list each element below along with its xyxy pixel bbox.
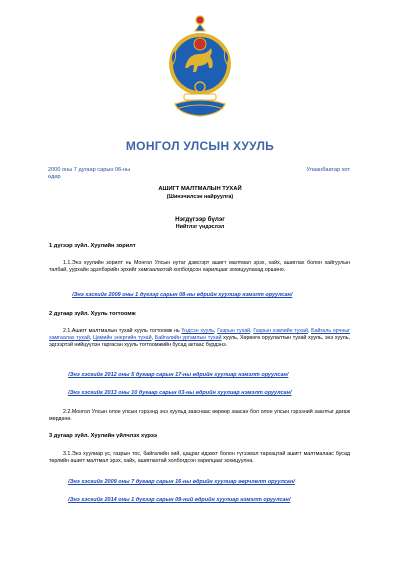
article-paragraph: 3.1.Энэ хуулиар ус, газрын тос, байгалийн хий, цацраг идэвхт болон түгээмэл тархацтай ашигт малтмалаас бусад төрлийн ашигт малтмал эрэх, хайх, ашиглахтай холбогдсон харилцааг зохицуулна. [49,451,350,464]
article-heading: 1 дүгээр зүйл. Хуулийн зорилт [49,243,136,249]
article-paragraph: 1.1.Энэ хуулийн зорилт нь Монгол Улсын нутаг дэвсгэрт ашигт малтмал эрэх, хайх, ашиглах болон хайгуулын талбай, уурхайн эдэлбэрийн эрхийг хамгаалахтай холбогдсон харилцааг зохицуулахад оршино. [49,260,350,273]
law-link[interactable]: Үндсэн хууль [181,328,215,334]
chapter-name: Нийтлэг үндэслэл [175,224,225,230]
amendment-note-link[interactable]: /Энэ хэсгийг 2012 оны 5 дугаар сарын 17-ны өдрийн хуулиар нэмэлт оруулсан/ [68,372,289,378]
paragraph-text: хууль, Хөрөнгө оруулалтын тухай хууль, энэ хууль, эдгээртэй нийцүүлэн гаргасан хууль тогтоомжийн бусад актаас бүрдэнэ. [49,334,350,348]
chapter-title: Нэгдүгээр бүлэг [175,216,225,223]
law-link[interactable]: Байгалийн ургамлын тухай [154,334,222,341]
amendment-note-link[interactable]: /Энэ хэсгийг 2009 оны 7 дугаар сарын 16-ны өдрийн хуулиар өөрчлөлт оруулсан/ [68,479,295,485]
law-link[interactable]: Газрын тухай [217,328,251,334]
article-heading: 2 дугаар зүйл. Хууль тогтоомж [49,311,136,317]
law-title: МОНГОЛ УЛСЫН ХУУЛЬ [125,139,275,153]
law-link[interactable]: Цөмийн энергийн тухай [93,334,152,341]
article-paragraph: 2.2.Монгол Улсын олон улсын гэрээнд энэ хуульд зааснаас өөрөөр заасан бол олон улсын гэрээний заалтыг дагаж мөрдөнө. [49,409,350,422]
article-heading: 3 дугаар зүйл. Хуулийн үйлчлэх хүрээ [49,433,158,439]
amendment-note-link[interactable]: /Энэ хэсгийг 2013 оны 10 дугаар сарын 03-ны өдрийн хуулиар нэмэлт оруулсан/ [68,390,292,396]
state-emblem-icon [167,14,233,122]
law-name: АШИГТ МАЛТМАЛЫН ТУХАЙ [158,186,242,192]
adoption-date [48,167,168,181]
paragraph-text: 2.1.Ашигт малтмалын тухай хууль тогтоомж нь [63,328,182,334]
law-link[interactable]: Газрын хэвлийн тухай [253,328,308,334]
amendment-note-link[interactable]: /Энэ хэсгийг 2009 оны 1 дүгээр сарын 08-ны өдрийн хуулиар нэмэлт оруулсан/ [72,292,293,298]
amendment-note-link[interactable]: /Энэ хэсгийг 2014 оны 1 дүгээр сарын 09-ний өдрийн хуулиар нэмэлт оруулсан/ [68,497,291,503]
city: Улаанбаатар хот [306,167,350,173]
article-paragraph: 2.1.Ашигт малтмалын тухай хууль тогтоомж нь Үндсэн хууль, Газрын тухай, Газрын хэвлийн тухай, Байгаль орчныг хамгаалах тухай, Цөмийн энергийн тухай, Байгалийн ургамлын тухай хууль, Хөрөнгө оруулалтын тухай хууль, энэ хууль, эдгээртэй нийцүүлэн гаргасан хууль тогтоомжийн бусад актаас бүрдэнэ. [49,328,350,348]
date-line: өдөр [48,174,61,180]
law-link[interactable]: Байгаль орчныг хамгаалах тухай [49,328,350,341]
date-line: 2000 оны 7 дугаар сарын 06-ны [48,167,131,173]
law-subtitle: (Шинэчилсэн найруулга) [166,194,234,200]
